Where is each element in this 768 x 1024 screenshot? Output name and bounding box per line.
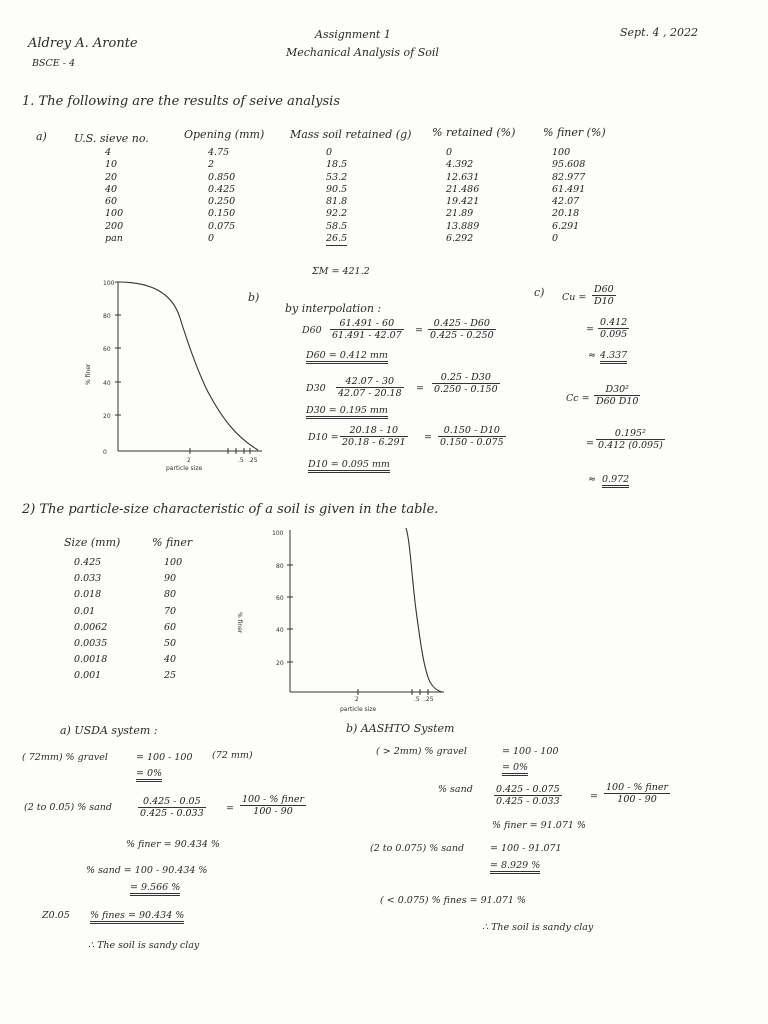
d60-rfrac — [428, 318, 496, 341]
aashto-sand-label: % sand — [438, 784, 473, 795]
d10-rfrac — [438, 425, 506, 448]
g1-ylabel: % finer — [85, 363, 92, 385]
finer-cell: 95.608 — [552, 159, 586, 171]
col-finer2: % finer — [152, 536, 193, 549]
sieve-cell: pan — [105, 233, 123, 245]
size-cell: 0.01 — [74, 605, 96, 617]
d10-lhs: D10 = — [308, 432, 339, 443]
g2-ylabel: % finer — [236, 612, 243, 634]
d10-frac — [340, 425, 408, 448]
aashto-gravel-cond: ( > 2mm) % gravel — [376, 746, 467, 757]
d30-den: 42.07 - 20.18 — [338, 388, 402, 399]
cu-lhs: Cu = — [562, 292, 587, 303]
aashto-sand-cond: (2 to 0.075) % sand — [370, 843, 465, 854]
problem1-statement: 1. The following are the results of seive analysis — [22, 94, 340, 109]
g1-ytick: 80 — [103, 313, 111, 320]
usda-sand-den: 0.425 - 0.033 — [140, 808, 204, 819]
usda-fines-result: % fines = 90.434 % — [90, 910, 184, 924]
sieve-cell: 10 — [105, 159, 118, 171]
usda-fines-cond: Z0.05 — [42, 910, 70, 921]
d30-rnum: 0.25 - D30 — [432, 372, 500, 384]
usda-finer-result: % finer = 90.434 % — [126, 839, 220, 850]
cu-result: 4.337 — [600, 350, 627, 364]
assignment-title: Assignment 1 — [315, 28, 391, 41]
d60-rnum: 0.425 - D60 — [428, 318, 496, 330]
mass-cell: 81.8 — [326, 196, 348, 208]
d60-den: 61.491 - 42.07 — [332, 330, 402, 341]
finer2-cell: 25 — [164, 670, 177, 682]
cu-frac — [592, 284, 616, 307]
g1-ytick: 20 — [103, 413, 111, 420]
finer-cell: 100 — [552, 147, 571, 158]
g2-ytick: 40 — [276, 627, 284, 634]
opening-cell: 0.850 — [208, 171, 236, 183]
d30-lhs: D30 — [306, 383, 326, 394]
d10-rden: 0.150 - 0.075 — [440, 437, 504, 448]
retained-cell: 12.631 — [446, 171, 480, 183]
mass-cell: 53.2 — [326, 171, 348, 183]
finer2-cell: 100 — [164, 557, 183, 568]
aashto-sand-rfrac — [604, 782, 670, 805]
usda-gravel-calc: = 100 - 100 — [136, 752, 193, 763]
size-cell: 0.0035 — [74, 637, 108, 649]
retained-cell: 21.486 — [446, 183, 480, 195]
opening-cell: 0 — [208, 233, 215, 245]
usda-sand-result: = 9.566 % — [130, 882, 180, 896]
opening-cell: 2 — [208, 159, 215, 171]
d30-rden: 0.250 - 0.150 — [434, 384, 498, 395]
finer2-cell: 90 — [164, 573, 177, 585]
d30-num: 42.07 - 30 — [336, 376, 404, 388]
size-cell: 0.033 — [74, 573, 102, 585]
d30-eq: = — [416, 383, 424, 394]
d60-result: D60 = 0.412 mm — [306, 350, 388, 364]
finer-cell: 61.491 — [552, 183, 586, 195]
cc-result: 0.972 — [602, 474, 629, 488]
date: Sept. 4 , 2022 — [620, 26, 698, 39]
sieve-cell: 20 — [105, 171, 118, 183]
size-cell: 0.0018 — [74, 654, 108, 666]
finer-cell: 0 — [552, 233, 559, 245]
d60-lhs: D60 — [302, 325, 322, 336]
finer2-column — [164, 555, 182, 685]
usda-title: a) USDA system : — [60, 724, 158, 737]
finer-column — [552, 147, 585, 245]
sieve-cell: 60 — [105, 196, 118, 208]
usda-sand-eq: = — [226, 803, 234, 814]
sieve-cell: 4 — [105, 147, 112, 158]
aashto-fines-result: ( < 0.075) % fines = 91.071 % — [380, 895, 526, 906]
mass-column — [326, 147, 347, 246]
g1-ytick: 0 — [103, 449, 107, 456]
d60-num: 61.491 - 60 — [330, 318, 404, 330]
aashto-sand-result: = 8.929 % — [490, 860, 540, 874]
usda-sand-calc: % sand = 100 - 90.434 % — [86, 865, 208, 876]
cu-num: D60 — [594, 284, 614, 295]
cu-den: D10 — [594, 296, 614, 307]
g1-xtick: .25 — [248, 457, 258, 464]
cu-sub-num: 0.412 — [600, 317, 628, 328]
aashto-sand-rnum: 100 - % finer — [606, 782, 669, 793]
usda-gravel-range: (72 mm) — [212, 750, 253, 761]
graph1-axes — [118, 282, 262, 451]
size-column — [74, 555, 107, 685]
graph1-curve — [118, 282, 258, 450]
size-cell: 0.001 — [74, 670, 102, 682]
d60-eq: = — [415, 325, 423, 336]
aashto-sand-frac — [494, 784, 562, 807]
g1-ytick: 40 — [103, 380, 111, 387]
finer2-cell: 40 — [164, 654, 177, 666]
finer2-cell: 50 — [164, 637, 177, 649]
mass-cell: 18.5 — [326, 159, 348, 171]
g2-ytick: 20 — [276, 660, 284, 667]
mass-total: ΣM = 421.2 — [312, 266, 370, 277]
section: BSCE - 4 — [32, 58, 75, 69]
size-cell: 0.018 — [74, 589, 102, 601]
cc-num: D30² — [594, 384, 640, 396]
mass-cell: 90.5 — [326, 183, 348, 195]
usda-sand-rden: 100 - 90 — [253, 806, 293, 817]
cc-den: D60 D10 — [596, 396, 639, 407]
retained-cell: 4.392 — [446, 159, 474, 171]
g2-ytick: 80 — [276, 563, 284, 570]
cc-sub-den: 0.412 (0.095) — [598, 440, 663, 451]
aashto-conclusion: ∴ The soil is sandy clay — [482, 922, 594, 933]
aashto-gravel-calc: = 100 - 100 — [502, 746, 559, 757]
usda-sand-cond: (2 to 0.05) % sand — [24, 802, 112, 813]
g1-ytick: 60 — [103, 346, 111, 353]
aashto-title: b) AASHTO System — [346, 722, 455, 735]
finer-cell: 82.977 — [552, 171, 586, 183]
g1-xtick: 2 — [187, 457, 191, 464]
cu-eq: = — [586, 324, 594, 335]
cu-sub-den: 0.095 — [600, 329, 628, 340]
d60-frac — [330, 318, 404, 341]
finer-cell: 6.291 — [552, 220, 580, 232]
sieve-no-column — [105, 147, 123, 245]
col-size: Size (mm) — [64, 536, 121, 549]
usda-gravel-cond: ( 72mm) % gravel — [22, 752, 108, 763]
aashto-sand-rden: 100 - 90 — [617, 794, 657, 805]
d10-result: D10 = 0.095 mm — [308, 459, 390, 473]
finer2-cell: 60 — [164, 621, 177, 633]
g1-ytick: 100 — [103, 280, 115, 287]
mass-cell: 58.5 — [326, 220, 348, 232]
cc-eq: = — [586, 438, 594, 449]
d30-rfrac — [432, 372, 500, 395]
retained-cell: 19.421 — [446, 196, 480, 208]
g1-xlabel: particle size — [166, 465, 203, 472]
size-cell: 0.425 — [74, 557, 102, 568]
finer2-cell: 80 — [164, 589, 177, 601]
cc-approx: ≈ — [588, 474, 596, 485]
retained-cell: 0 — [446, 147, 453, 158]
g2-xtick: .5 — [414, 696, 420, 703]
size-cell: 0.0062 — [74, 621, 108, 633]
interp-intro: by interpolation : — [285, 302, 382, 315]
graph2-curve — [406, 528, 442, 692]
finer-cell: 20.18 — [552, 208, 580, 220]
aashto-gravel-result: = 0% — [502, 762, 528, 776]
g2-xtick: 2 — [355, 696, 359, 703]
aashto-sand-num: 0.425 - 0.075 — [496, 784, 560, 795]
aashto-sand-calc: = 100 - 91.071 — [490, 843, 562, 854]
sieve-cell: 100 — [105, 208, 124, 220]
cc-sub-frac — [596, 428, 665, 451]
problem2-statement: 2) The particle-size characteristic of a soil is given in the table. — [22, 502, 439, 517]
mass-cell: 92.2 — [326, 208, 348, 220]
col-mass: Mass soil retained (g) — [290, 128, 412, 141]
finer2-cell: 70 — [164, 605, 177, 617]
usda-sand-rfrac — [240, 794, 306, 817]
aashto-finer-result: % finer = 91.071 % — [492, 820, 586, 831]
opening-cell: 0.150 — [208, 208, 236, 220]
d10-rnum: 0.150 - D10 — [438, 425, 506, 437]
opening-cell: 4.75 — [208, 147, 230, 158]
mass-cell: 26.5 — [326, 233, 347, 246]
usda-sand-rnum: 100 - % finer — [242, 794, 305, 805]
cu-approx: ≈ — [588, 350, 596, 361]
g1-xtick: .5 — [238, 457, 244, 464]
usda-sand-frac — [138, 796, 206, 819]
cc-sub-num: 0.195² — [596, 428, 665, 440]
cu-sub-frac — [598, 317, 629, 340]
usda-conclusion: ∴ The soil is sandy clay — [88, 940, 200, 951]
retained-column — [446, 147, 479, 245]
col-sieve-no: U.S. sieve no. — [74, 132, 149, 145]
usda-gravel-result: = 0% — [136, 768, 162, 782]
opening-cell: 0.075 — [208, 220, 236, 232]
part-a-label: a) — [36, 130, 47, 143]
usda-sand-num: 0.425 - 0.05 — [138, 796, 206, 808]
part-c-label: c) — [534, 286, 545, 299]
opening-cell: 0.425 — [208, 183, 236, 195]
d10-num: 20.18 - 10 — [340, 425, 408, 437]
col-opening: Opening (mm) — [184, 128, 265, 141]
d10-eq: = — [424, 432, 432, 443]
finer-cell: 42.07 — [552, 196, 580, 208]
part-b-label: b) — [248, 291, 260, 304]
aashto-sand-eq: = — [590, 791, 598, 802]
retained-cell: 21.89 — [446, 208, 474, 220]
opening-cell: 0.250 — [208, 196, 236, 208]
g2-ytick: 60 — [276, 595, 284, 602]
d10-den: 20.18 - 6.291 — [342, 437, 406, 448]
d60-rden: 0.425 - 0.250 — [430, 330, 494, 341]
col-finer: % finer (%) — [543, 126, 606, 139]
col-retained: % retained (%) — [432, 126, 516, 139]
mass-cell: 0 — [326, 147, 333, 158]
retained-cell: 6.292 — [446, 233, 474, 245]
retained-cell: 13.889 — [446, 220, 480, 232]
aashto-sand-den: 0.425 - 0.033 — [496, 796, 560, 807]
cc-lhs: Cc = — [566, 393, 590, 404]
g2-xlabel: particle size — [340, 706, 377, 713]
sieve-cell: 40 — [105, 183, 118, 195]
sieve-cell: 200 — [105, 220, 124, 232]
g2-ytick: 100 — [272, 530, 284, 537]
opening-column — [208, 147, 235, 245]
assignment-topic: Mechanical Analysis of Soil — [286, 46, 439, 59]
g2-xtick: .25 — [424, 696, 434, 703]
d30-result: D30 = 0.195 mm — [306, 405, 388, 419]
cc-frac — [594, 384, 640, 407]
d30-frac — [336, 376, 404, 399]
student-name: Aldrey A. Aronte — [28, 36, 138, 51]
